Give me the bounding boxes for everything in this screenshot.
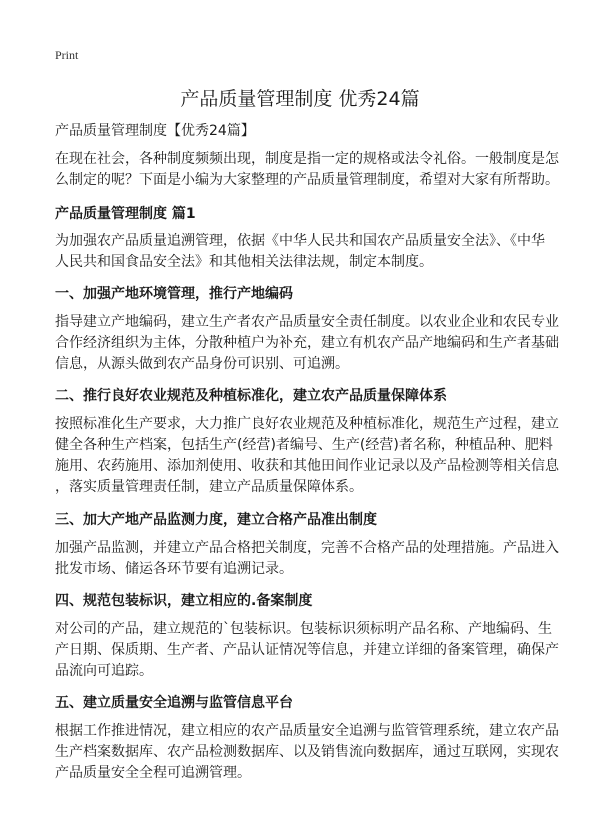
text-line: 批发市场、储运各环节要有追溯记录。: [55, 561, 293, 577]
item-heading: 五、建立质量安全追溯与监管信息平台: [55, 695, 293, 711]
text-line: 产品质量安全全程可追溯管理。: [55, 765, 251, 781]
item-heading: 二、推行良好农业规范及种植标准化，建立农产品质量保障体系: [55, 388, 447, 404]
page-title: 产品质量管理制度 优秀24篇: [180, 88, 420, 110]
text-line: 生产档案数据库、农产品检测数据库、以及销售流向数据库，通过互联网，实现农: [55, 744, 559, 760]
item-paragraph: [55, 414, 559, 498]
item-paragraph: [55, 312, 559, 375]
item-paragraph: [55, 721, 559, 784]
text-line: 品流向可追踪。: [55, 663, 153, 679]
item-paragraph: [55, 619, 559, 682]
text-line: 按照标准化生产要求，大力推广良好农业规范及种植标准化，规范生产过程，建立: [55, 416, 559, 432]
text-line: 施用、农药施用、添加剂使用、收获和其他田间作业记录以及产品检测等相关信息: [55, 458, 559, 474]
section-heading: 产品质量管理制度 篇1: [55, 206, 196, 222]
text-line: 产日期、保质期、生产者、产品认证情况等信息，并建立详细的备案管理，确保产: [55, 642, 559, 658]
text-line: 合作经济组织为主体，分散种植户为补充，建立有机农产品产地编码和生产者基础: [55, 335, 559, 351]
text-line: 指导建立产地编码，建立生产者农产品质量安全责任制度。以农业企业和农民专业: [55, 314, 559, 330]
text-line: 么制定的呢？下面是小编为大家整理的产品质量管理制度，希望对大家有所帮助。: [55, 172, 559, 188]
text-line: 根据工作推进情况，建立相应的农产品质量安全追溯与监管管理系统，建立农产品: [55, 723, 559, 739]
subtitle: 产品质量管理制度【优秀24篇】: [55, 123, 255, 139]
section-intro: [55, 231, 545, 273]
item-heading: 一、加强产地环境管理，推行产地编码: [55, 286, 293, 302]
item-heading: 三、加大产地产品监测力度，建立合格产品准出制度: [55, 512, 377, 528]
intro-paragraph: [55, 149, 559, 191]
text-line: 健全各种生产档案，包括生产(经营)者编号、生产(经营)者名称，种植品种、肥料: [55, 437, 553, 453]
text-line: 对公司的产品，建立规范的`包装标识。包装标识须标明产品名称、产地编码、生: [55, 621, 552, 637]
text-line: ，落实质量管理责任制，建立产品质量保障体系。: [55, 479, 363, 495]
print-link[interactable]: Print: [55, 48, 79, 62]
text-line: 加强产品监测，并建立产品合格把关制度，完善不合格产品的处理措施。产品进入: [55, 540, 559, 556]
text-line: 为加强农产品质量追溯管理，依据《中华人民共和国农产品质量安全法》、《中华: [55, 233, 545, 249]
text-line: 信息，从源头做到农产品身份可识别、可追溯。: [55, 356, 349, 372]
text-line: 在现在社会，各种制度频频出现，制度是指一定的规格或法令礼俗。一般制度是怎: [55, 151, 559, 167]
text-line: 人民共和国食品安全法》和其他相关法律法规，制定本制度。: [55, 254, 433, 270]
item-heading: 四、规范包装标识，建立相应的.备案制度: [55, 593, 313, 609]
item-paragraph: [55, 538, 559, 580]
